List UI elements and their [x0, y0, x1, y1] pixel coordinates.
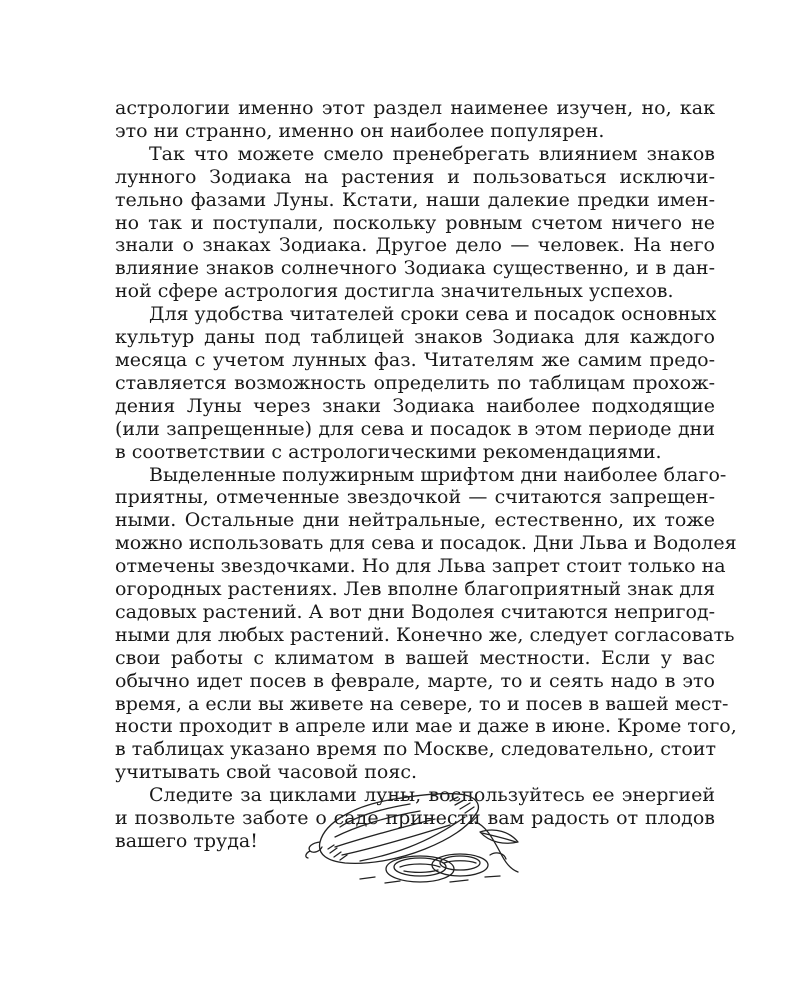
- body-text: [115, 97, 737, 853]
- text-line: знали о знаках Зодиака. Другое дело — человек. На него: [115, 234, 715, 257]
- paragraph-3: [115, 303, 715, 463]
- text-line: культур даны под таблицей знаков Зодиака для каждого: [115, 326, 715, 349]
- text-line: время, а если вы живете на севере, то и посев в вашей мест-: [115, 692, 729, 715]
- text-line: ной сфере астрология достигла значительных успехов.: [115, 280, 674, 303]
- text-line: лунного Зодиака на растения и пользоваться исключи-: [115, 165, 715, 188]
- text-line: Следите за циклами луны, воспользуйтесь ее энергией: [149, 784, 715, 807]
- text-line: огородных растениях. Лев вполне благоприятный знак для: [115, 578, 716, 601]
- text-line: в таблицах указано время по Москве, следовательно, стоит: [115, 738, 716, 761]
- text-line: учитывать свой часовой пояс.: [115, 761, 418, 784]
- text-line: можно использовать для сева и посадок. Дни Льва и Водолея: [115, 532, 737, 555]
- text-line: ставляется возможность определить по таблицам прохож-: [115, 371, 715, 394]
- text-line: вашего труда!: [115, 830, 258, 852]
- text-line: Так что можете смело пренебрегать влиянием знаков: [149, 142, 715, 165]
- text-line: приятны, отмеченные звездочкой — считаются запрещен-: [115, 486, 715, 509]
- text-line: в соответствии с астрологическими рекомендациями.: [115, 440, 662, 463]
- paragraph-2: [115, 143, 715, 303]
- paragraph-1: [115, 97, 715, 143]
- text-line: но так и поступали, поскольку ровным счетом ничего не: [115, 211, 715, 234]
- paragraph-4: [115, 463, 737, 785]
- text-line: (или запрещенные) для сева и посадок в этом периоде дни: [115, 417, 715, 440]
- text-line: и позвольте заботе о саде принести вам радость от плодов: [115, 807, 715, 830]
- text-line: отмечены звездочками. Но для Льва запрет стоит только на: [115, 555, 726, 578]
- text-line: Выделенные полужирным шрифтом дни наиболее благо-: [149, 463, 727, 486]
- squash-vegetable-icon: [300, 787, 525, 892]
- text-line: садовых растений. А вот дни Водолея считаются непригод-: [115, 600, 716, 623]
- text-line: ными для любых растений. Конечно же, следует согласовать: [115, 623, 735, 646]
- text-line: астрологии именно этот раздел наименее изучен, но, как: [115, 97, 715, 119]
- text-line: дения Луны через знаки Зодиака наиболее подходящие: [115, 394, 715, 417]
- text-line: ности проходит в апреле или мае и даже в июне. Кроме того,: [115, 715, 737, 738]
- text-line: месяца с учетом лунных фаз. Читателям же самим предо-: [115, 348, 715, 371]
- text-line: тельно фазами Луны. Кстати, наши далекие предки имен-: [115, 188, 715, 211]
- text-line: свои работы с климатом в вашей местности. Если у вас: [115, 646, 715, 669]
- text-line: обычно идет посев в феврале, марте, то и сеять надо в это: [115, 669, 715, 692]
- text-line: ными. Остальные дни нейтральные, естественно, их тоже: [115, 509, 715, 532]
- text-line: Для удобства читателей сроки сева и посадок основных: [149, 303, 717, 326]
- text-line: влияние знаков солнечного Зодиака существенно, и в дан-: [115, 257, 715, 280]
- text-line: это ни странно, именно он наиболее популярен.: [115, 119, 605, 142]
